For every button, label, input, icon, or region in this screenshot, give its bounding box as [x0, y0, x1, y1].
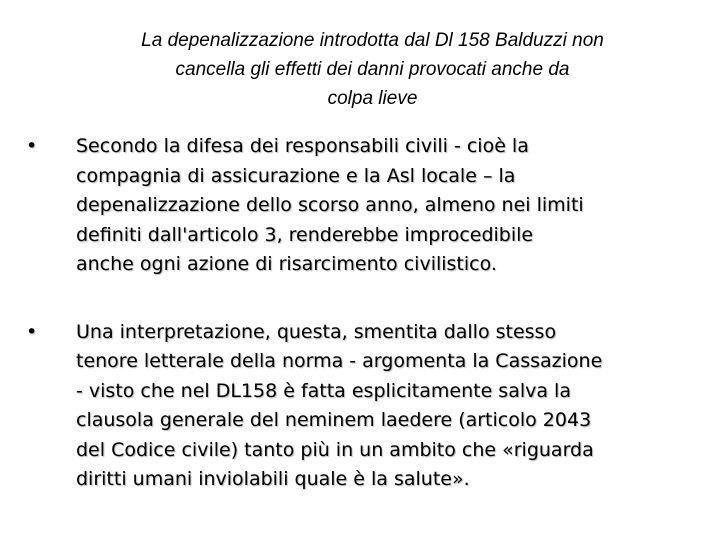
bullet-text-line: - visto che nel DL158 è fatta esplicitamente salva la: [76, 379, 571, 402]
bullet-text-line: compagnia di assicurazione e la Asl locale – la: [76, 164, 516, 187]
bullet-text-line: clausola generale del neminem laedere (articolo 2043: [76, 409, 592, 431]
bullet-list: [22, 132, 702, 495]
bullet-text-line: anche ogni azione di risarcimento civilistico.: [76, 253, 497, 275]
bullet-text-line: tenore letterale della norma - argomenta la Cassazione: [76, 350, 603, 372]
title-line: La depenalizzazione introdotta dal Dl 158 Balduzzi non: [141, 30, 604, 51]
title-line: colpa lieve: [327, 88, 418, 109]
bullet-text-line: depenalizzazione dello scorso anno, almeno nei limiti: [76, 194, 584, 216]
bullet-icon: •: [26, 320, 38, 343]
bullet-item: [22, 132, 702, 280]
slide-title: [60, 26, 685, 113]
bullet-text-line: Una interpretazione, questa, smentita dallo stesso: [76, 320, 557, 343]
bullet-text-line: del Codice civile) tanto più in un ambito che «riguarda: [76, 438, 594, 461]
bullet-text-line: definiti dall'articolo 3, renderebbe improcedibile: [76, 223, 534, 246]
title-line: cancella gli effetti dei danni provocati anche da: [175, 59, 570, 80]
bullet-text-line: diritti umani inviolabili quale è la salute».: [76, 468, 470, 490]
bullet-item: [22, 318, 702, 495]
bullet-text-line: Secondo la difesa dei responsabili civili - cioè la: [76, 135, 529, 157]
bullet-icon: •: [26, 135, 38, 157]
